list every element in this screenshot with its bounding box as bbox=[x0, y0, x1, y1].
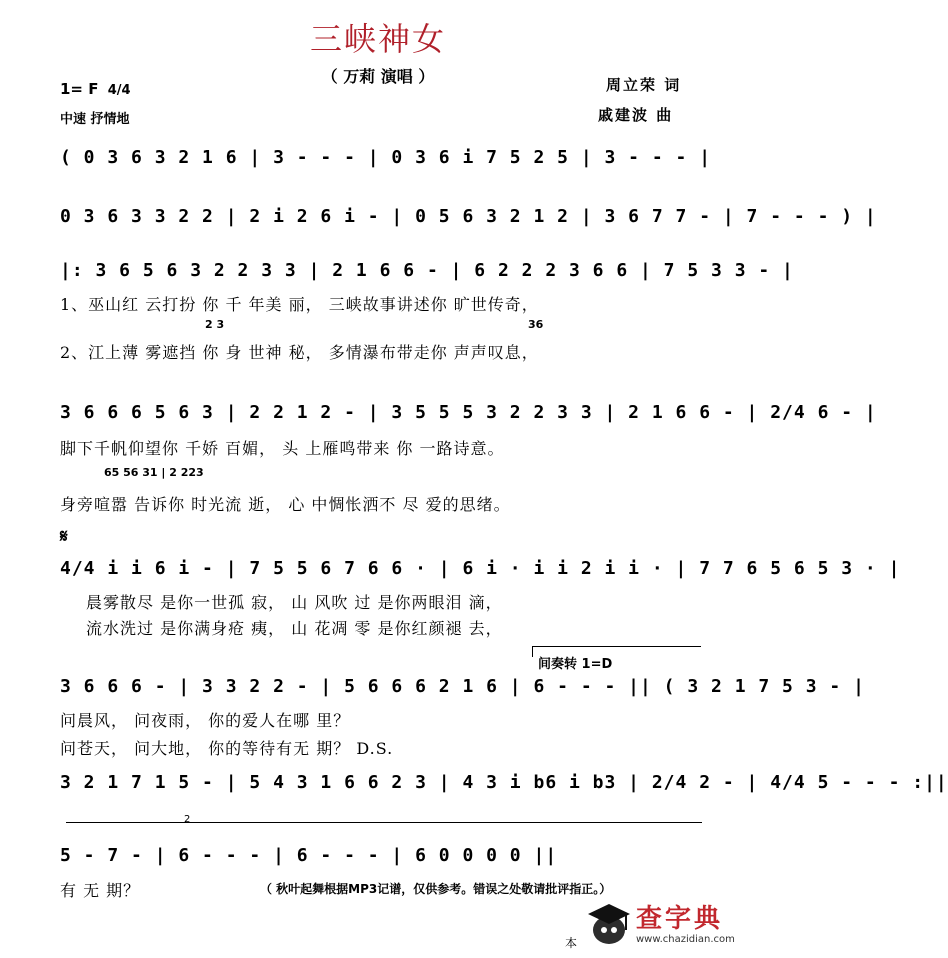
key-signature bbox=[60, 80, 131, 98]
singer-line: （ 万莉 演唱 ） bbox=[321, 67, 435, 86]
notation-row-3: |: 3 6 5 6 3 2 2 3 3 | 2 1 6 6 - | 6 2 2 2 3 6 6 | 7 5 3 3 - | bbox=[60, 260, 794, 281]
lyric-row-5-verse-1: 晨雾散尽 是你一世孤 寂， 山 风吹 过 是你两眼泪 滴， bbox=[86, 593, 503, 612]
lyric-row-3-verse-1: 1、巫山红 云打扮 你 千 年美 丽， 三峡故事讲述你 旷世传奇， bbox=[60, 295, 539, 314]
lyric-row-5-verse-2: 流水洗过 是你满身疮 痍， 山 花凋 零 是你红颜褪 去， bbox=[86, 619, 503, 638]
notation-row-7: 3 2 1 7 1 5 - | 5 4 3 1 6 6 2 3 | 4 3 i b6 i b3 | 2/4 2 - | 4/4 5 - - - :|| bbox=[60, 772, 948, 793]
notation-row-4: 3 6 6 6 5 6 3 | 2 2 1 2 - | 3 5 5 5 3 2 2 3 3 | 2 1 6 6 - | 2/4 6 - | bbox=[60, 402, 877, 423]
composer-credit: 戚建波 曲 bbox=[598, 106, 674, 124]
interlude-label: 间奏转 1=D bbox=[538, 657, 613, 672]
footnote: （ 秋叶起舞根据MP3记谱，仅供参考。错误之处敬请批评指正。） bbox=[260, 882, 612, 896]
page-marker: 本 bbox=[565, 936, 578, 950]
lyric-row-4-verse-1: 脚下千帆仰望你 千娇 百媚， 头 上雁鸣带来 你 一路诗意。 bbox=[60, 439, 505, 458]
watermark-site-name: 查字典 bbox=[636, 904, 724, 934]
lyric-row-8: 有 无 期？ bbox=[60, 881, 141, 900]
lyricist-credit: 周立荣 词 bbox=[606, 76, 682, 94]
key-text: 1= F bbox=[60, 80, 99, 98]
notation-row-5: 4/4 i i 6 i - | 7 5 5 6 7 6 6 · | 6 i · i i 2 i i · | 7 7 6 5 6 5 3 · | bbox=[60, 558, 901, 579]
verse-2-overlay-a: 2 3 bbox=[205, 318, 225, 331]
lyric-row-4-verse-2: 身旁喧嚣 告诉你 时光流 逝， 心 中惆怅洒不 尽 爱的思绪。 bbox=[60, 495, 511, 514]
lyric-row-3-verse-2: 2、江上薄 雾遮挡 你 身 世神 秘， 多情瀑布带走你 声声叹息， bbox=[60, 343, 539, 362]
verse-2-overlay-b: 36 bbox=[528, 318, 544, 331]
segno-sign: 𝄋 bbox=[60, 526, 68, 547]
verse-2-alt-notes: 65 56 31 | 2 223 bbox=[104, 466, 204, 479]
watermark-logo bbox=[586, 896, 748, 952]
lyric-row-6-verse-2: 问苍天， 问大地， 你的等待有无 期？ D.S. bbox=[60, 739, 394, 758]
graduation-cap-icon bbox=[586, 900, 632, 948]
song-title: 三峡神女 bbox=[309, 20, 446, 58]
volta-bracket bbox=[66, 822, 702, 824]
volta-number: 2 bbox=[184, 814, 191, 825]
notation-row-6: 3 6 6 6 - | 3 3 2 2 - | 5 6 6 6 2 1 6 | 6 - - - || ( 3 2 1 7 5 3 - | bbox=[60, 676, 865, 697]
notation-row-8: 5 - 7 - | 6 - - - | 6 - - - | 6 0 0 0 0 || bbox=[60, 845, 558, 866]
notation-row-2: 0 3 6 3 3 2 2 | 2 i 2 6 i - | 0 5 6 3 2 1 2 | 3 6 7 7 - | 7 - - - ) | bbox=[60, 206, 877, 227]
time-signature: 4/4 bbox=[107, 83, 131, 98]
tempo-marking: 中速 抒情地 bbox=[60, 112, 130, 127]
notation-row-1: ( 0 3 6 3 2 1 6 | 3 - - - | 0 3 6 i 7 5 2 5 | 3 - - - | bbox=[60, 147, 712, 168]
watermark-url: www.chazidian.com bbox=[636, 934, 735, 945]
lyric-row-6-verse-1: 问晨风， 问夜雨， 你的爱人在哪 里？ bbox=[60, 711, 351, 730]
